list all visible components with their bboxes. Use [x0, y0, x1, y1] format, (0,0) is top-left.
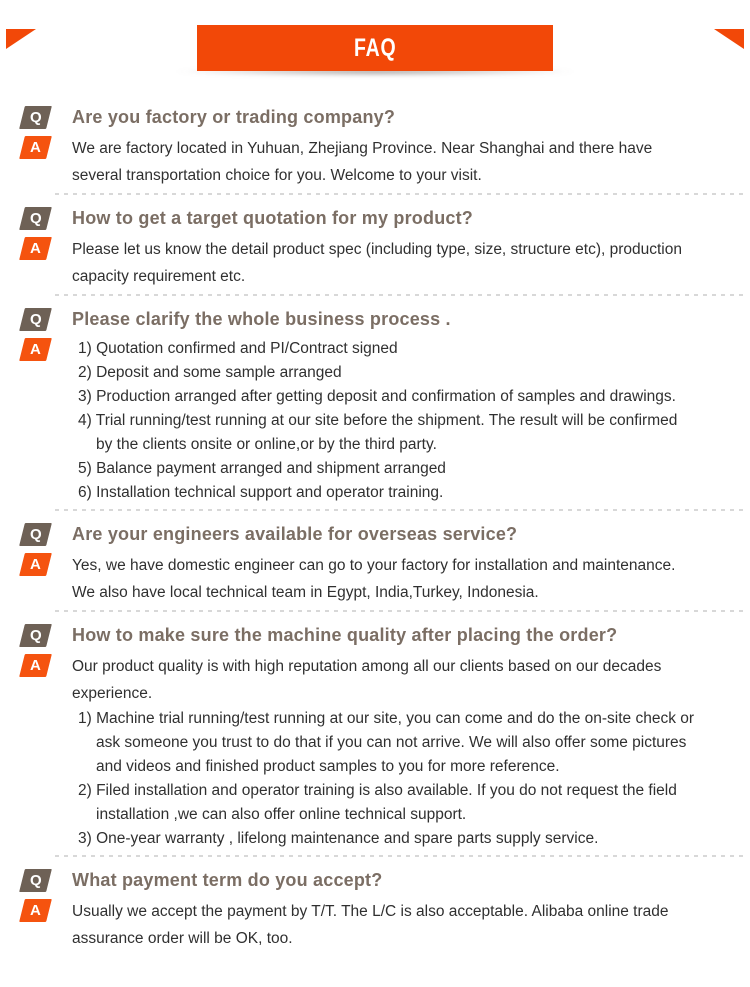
question-text: How to make sure the machine quality after placing the order?: [72, 625, 618, 645]
a-badge-letter: A: [30, 341, 41, 358]
answer-line: experience.: [72, 685, 153, 702]
answer-line: and videos and finished product samples to you for more reference.: [96, 758, 560, 775]
answer-text: [72, 337, 747, 505]
answer-row: [22, 898, 747, 952]
answer-line: 6) Installation technical support and operator training.: [78, 484, 444, 501]
answer-line: assurance order will be OK, too.: [72, 930, 293, 947]
a-badge-icon: [19, 899, 52, 922]
answer-line: 3) Production arranged after getting deposit and confirmation of samples and drawings.: [78, 388, 676, 405]
q-badge-icon: [19, 869, 52, 892]
answer-line: We also have local technical team in Egypt, India,Turkey, Indonesia.: [72, 584, 539, 601]
answer-line: We are factory located in Yuhuan, Zhejiang Province. Near Shanghai and there have: [72, 140, 653, 157]
faq-block: [22, 869, 747, 952]
answer-text: [72, 236, 747, 290]
answer-line: Usually we accept the payment by T/T. The L/C is also acceptable. Alibaba online trade: [72, 903, 669, 920]
answer-line: several transportation choice for you. Welcome to your visit.: [72, 167, 482, 184]
question-text: What payment term do you accept?: [72, 870, 383, 890]
question-row: [22, 523, 747, 546]
answer-line: installation ,we can also offer online technical support.: [96, 806, 467, 823]
q-badge-letter: Q: [29, 109, 42, 126]
faq-block: [22, 523, 747, 612]
answer-text: [72, 653, 747, 851]
answer-text: [72, 552, 747, 606]
q-badge-letter: Q: [29, 210, 42, 227]
answer-row: [22, 236, 747, 290]
q-badge-letter: Q: [29, 872, 42, 889]
answer-line: capacity requirement etc.: [72, 268, 246, 285]
question-text: Are your engineers available for overseas service?: [72, 524, 518, 544]
answer-line: 5) Balance payment arranged and shipment arranged: [78, 460, 446, 477]
answer-row: [22, 552, 747, 606]
a-badge-letter: A: [30, 657, 41, 674]
a-badge-icon: [19, 237, 52, 260]
a-badge-icon: [19, 136, 52, 159]
a-badge-icon: [19, 338, 52, 361]
question-row: [22, 207, 747, 230]
a-badge-icon: [19, 654, 52, 677]
answer-line: 4) Trial running/test running at our site before the shipment. The result will be confirmed: [78, 412, 678, 429]
answer-row: [22, 337, 747, 505]
q-badge-icon: [19, 106, 52, 129]
answer-line: 1) Quotation confirmed and PI/Contract signed: [78, 340, 398, 357]
q-badge-icon: [19, 207, 52, 230]
q-badge-icon: [19, 624, 52, 647]
corner-ribbon-top-right: [714, 29, 744, 49]
dashed-divider: [55, 294, 747, 296]
faq-block: [22, 624, 747, 857]
faq-banner: [197, 25, 553, 71]
question-row: [22, 308, 747, 331]
answer-text: [72, 898, 747, 952]
q-badge-icon: [19, 523, 52, 546]
q-badge-letter: Q: [29, 311, 42, 328]
q-badge-letter: Q: [29, 627, 42, 644]
a-badge-letter: A: [30, 556, 41, 573]
a-badge-icon: [19, 553, 52, 576]
dashed-divider: [55, 509, 747, 511]
question-text: Please clarify the whole business process .: [72, 309, 451, 329]
dashed-divider: [55, 855, 747, 857]
faq-banner-wrap: [197, 25, 553, 71]
a-badge-letter: A: [30, 139, 41, 156]
faq-block: [22, 106, 747, 195]
answer-row: [22, 135, 747, 189]
q-badge-letter: Q: [29, 526, 42, 543]
corner-ribbon-top-left: [6, 29, 36, 49]
question-row: [22, 106, 747, 129]
answer-line: Our product quality is with high reputation among all our clients based on our decades: [72, 658, 662, 675]
faq-list: [0, 106, 750, 952]
answer-line: 2) Deposit and some sample arranged: [78, 364, 342, 381]
question-text: Are you factory or trading company?: [72, 107, 396, 127]
answer-row: [22, 653, 747, 851]
dashed-divider: [55, 610, 747, 612]
answer-line: Please let us know the detail product spec (including type, size, structure etc), production: [72, 241, 682, 258]
answer-line: Yes, we have domestic engineer can go to your factory for installation and maintenance.: [72, 557, 676, 574]
answer-line: ask someone you trust to do that if you can not arrive. We will also offer some pictures: [96, 734, 687, 751]
dashed-divider: [55, 193, 747, 195]
question-text: How to get a target quotation for my product?: [72, 208, 473, 228]
answer-line: 2) Filed installation and operator training is also available. If you do not request the field: [78, 782, 677, 799]
a-badge-letter: A: [30, 902, 41, 919]
a-badge-letter: A: [30, 240, 41, 257]
answer-line: by the clients onsite or online,or by the third party.: [96, 436, 437, 453]
question-row: [22, 869, 747, 892]
q-badge-icon: [19, 308, 52, 331]
answer-line: 3) One-year warranty , lifelong maintenance and spare parts supply service.: [78, 830, 599, 847]
question-row: [22, 624, 747, 647]
page-title: FAQ: [353, 33, 397, 62]
faq-block: [22, 207, 747, 296]
answer-line: 1) Machine trial running/test running at our site, you can come and do the on-site check or: [78, 710, 695, 727]
faq-block: [22, 308, 747, 511]
answer-text: [72, 135, 747, 189]
